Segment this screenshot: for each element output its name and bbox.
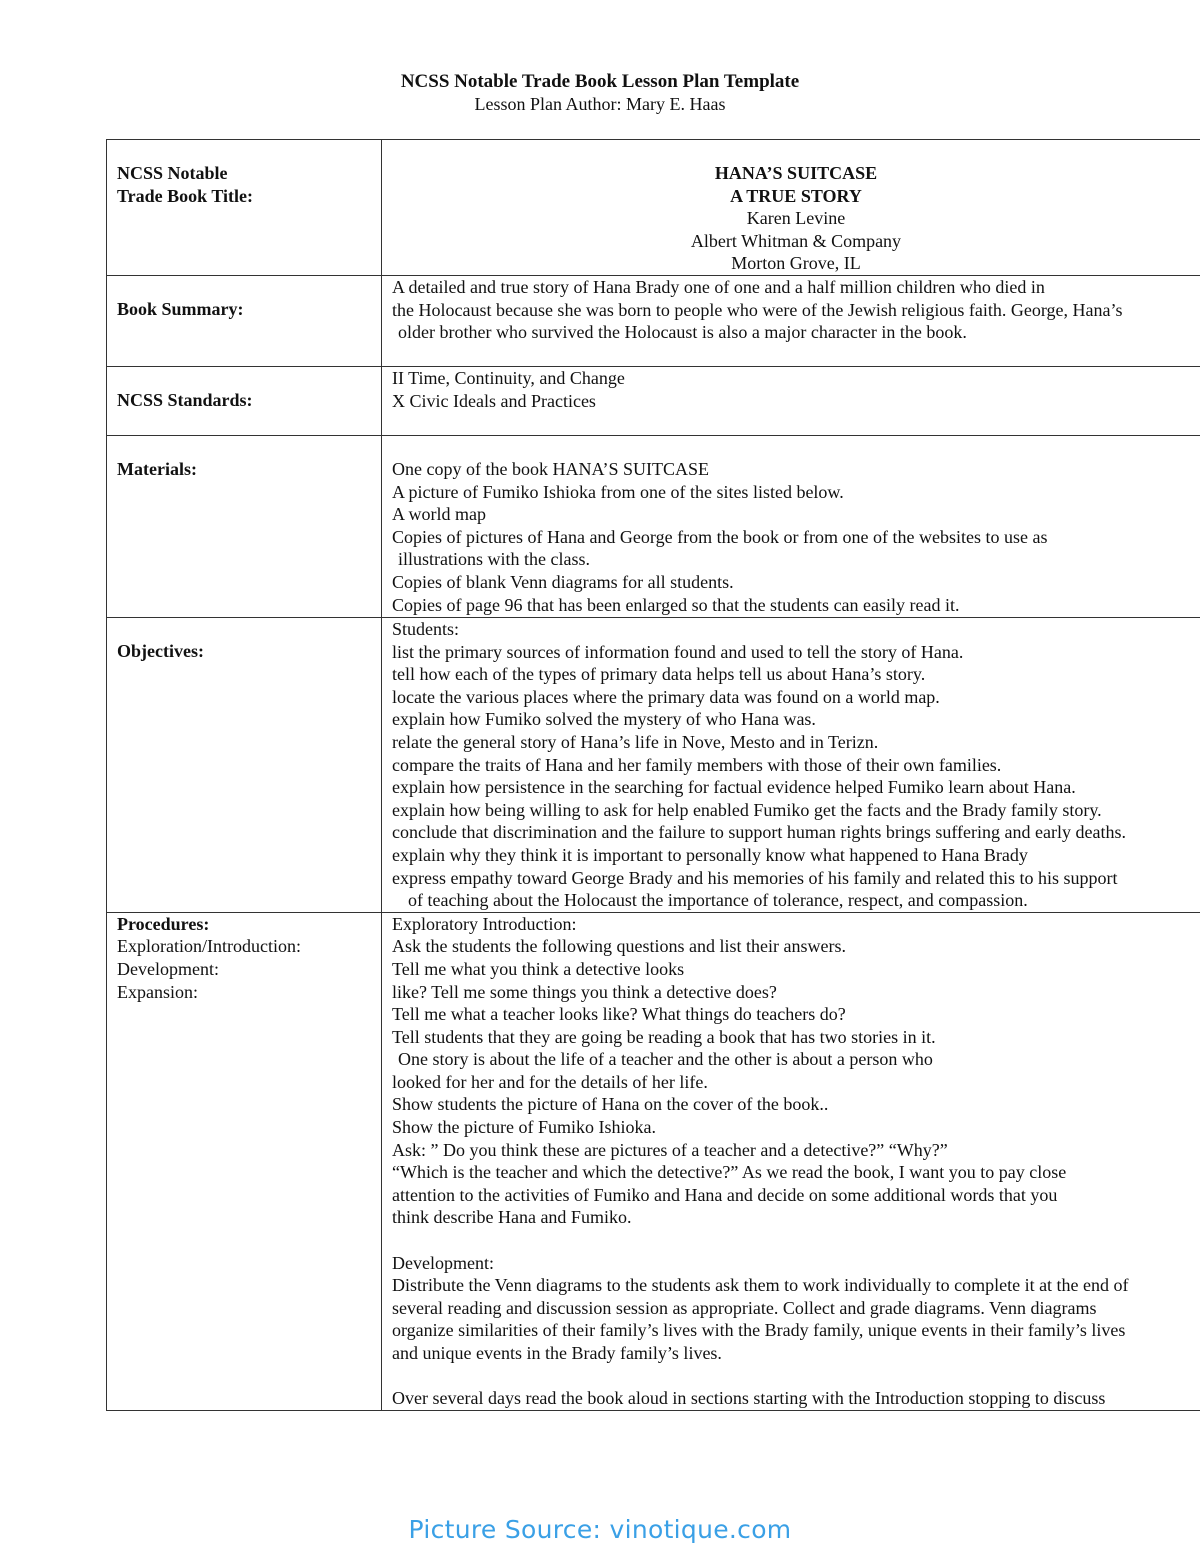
procedure-line: Show the picture of Fumiko Ishioka. <box>392 1117 656 1138</box>
summary-line: older brother who survived the Holocaust is also a major character in the book. <box>398 322 967 343</box>
book-title: HANA’S SUITCASE <box>714 163 878 183</box>
procedure-line: attention to the activities of Fumiko and Hana and decide on some additional words that you <box>392 1184 1058 1205</box>
label-expansion: Expansion: <box>117 981 198 1002</box>
objective-item: explain why they think it is important to personally know what happened to Hana Brady <box>392 844 1028 865</box>
objective-item: relate the general story of Hana’s life in Nove, Mesto and in Terizn. <box>392 731 879 752</box>
summary-line: A detailed and true story of Hana Brady one of one and a half million children who died in <box>392 277 1045 297</box>
procedure-line: Show students the picture of Hana on the cover of the book.. <box>392 1094 829 1115</box>
label-cell-title <box>107 140 382 276</box>
standard-item: II Time, Continuity, and Change <box>392 368 625 388</box>
label-procedures: Procedures: <box>117 913 210 934</box>
procedure-line: One story is about the life of a teacher and the other is about a person who <box>398 1049 933 1070</box>
objective-item: tell how each of the types of primary data helps tell us about Hana’s story. <box>392 664 926 685</box>
objective-item: Students: <box>392 619 460 639</box>
book-location: Morton Grove, IL <box>731 253 861 274</box>
content-cell-materials <box>382 436 1200 618</box>
row-procedures <box>107 912 1200 1410</box>
material-item: illustrations with the class. <box>398 549 590 570</box>
row-materials <box>107 436 1200 618</box>
procedure-line: Exploratory Introduction: <box>392 913 577 934</box>
book-subtitle: A TRUE STORY <box>730 185 862 206</box>
content-cell-standards <box>382 367 1200 436</box>
material-item: Copies of page 96 that has been enlarged so that the students can easily read it. <box>392 594 960 615</box>
procedure-line: looked for her and for the details of her life. <box>392 1071 708 1092</box>
objective-item: explain how persistence in the searching for factual evidence helped Fumiko learn about Hana. <box>392 777 1076 798</box>
procedure-line: Ask the students the following questions and list their answers. <box>392 936 846 957</box>
objective-item: conclude that discrimination and the failure to support human rights brings suffering and early deaths. <box>392 822 1126 843</box>
content-cell-objectives <box>382 618 1200 913</box>
picture-source-caption: Picture Source: vinotique.com <box>408 1515 792 1544</box>
procedure-line: “Which is the teacher and which the detective?” As we read the book, I want you to pay close <box>392 1162 1067 1183</box>
label-cell-objectives <box>107 618 382 913</box>
lesson-plan-table <box>106 139 1200 1411</box>
procedure-line: several reading and discussion session as appropriate. Collect and grade diagrams. Venn diagrams <box>392 1297 1097 1318</box>
paragraph-gap <box>392 1365 1200 1388</box>
label-ncss-standards: NCSS Standards: <box>117 390 253 410</box>
objective-item: of teaching about the Holocaust the importance of tolerance, respect, and compassion. <box>408 890 1028 911</box>
book-author: Karen Levine <box>746 208 846 229</box>
material-item: One copy of the book HANA’S SUITCASE <box>392 459 709 479</box>
procedure-line: like? Tell me some things you think a detective does? <box>392 981 777 1002</box>
procedure-line: Distribute the Venn diagrams to the students ask them to work individually to complete it at the end of <box>392 1275 1129 1296</box>
label-ncss-notable: NCSS Notable <box>117 163 228 183</box>
procedure-line: Over several days read the book aloud in sections starting with the Introduction stopping to discuss <box>392 1388 1106 1409</box>
procedure-line: organize similarities of their family’s lives with the Brady family, unique events in their family’s lives <box>392 1320 1126 1341</box>
material-item: Copies of pictures of Hana and George from the book or from one of the websites to use as <box>392 526 1048 547</box>
content-cell-title <box>382 140 1200 276</box>
book-publisher: Albert Whitman & Company <box>690 230 902 251</box>
label-cell-standards <box>107 367 382 436</box>
procedure-line: Ask: ” Do you think these are pictures of a teacher and a detective?” “Why?” <box>392 1139 948 1160</box>
document-header <box>0 70 1200 116</box>
paragraph-gap <box>392 1229 1200 1252</box>
objective-item: list the primary sources of information found and used to tell the story of Hana. <box>392 641 964 662</box>
procedure-line: Development: <box>392 1252 494 1273</box>
objective-item: express empathy toward George Brady and his memories of his family and related this to his support <box>392 867 1118 888</box>
content-cell-procedures <box>382 912 1200 1410</box>
label-cell-materials <box>107 436 382 618</box>
procedure-line: Tell students that they are going be reading a book that has two stories in it. <box>392 1026 936 1047</box>
material-item: A world map <box>392 504 486 525</box>
procedure-line: Tell me what you think a detective looks <box>392 958 685 979</box>
summary-line: the Holocaust because she was born to people who were of the Jewish religious faith. George, Hana’s <box>392 299 1123 320</box>
objective-item: compare the traits of Hana and her family members with those of their own families. <box>392 754 1002 775</box>
row-ncss-standards <box>107 367 1200 436</box>
objective-item: locate the various places where the primary data was found on a world map. <box>392 686 940 707</box>
document-author: Lesson Plan Author: Mary E. Haas <box>474 94 726 114</box>
label-book-summary: Book Summary: <box>117 299 244 319</box>
label-cell-procedures <box>107 912 382 1410</box>
standard-item: X Civic Ideals and Practices <box>392 390 596 411</box>
procedure-line: Tell me what a teacher looks like? What things do teachers do? <box>392 1004 846 1025</box>
label-cell-summary <box>107 276 382 367</box>
row-book-title <box>107 140 1200 276</box>
objective-item: explain how being willing to ask for help enabled Fumiko get the facts and the Brady family story. <box>392 799 1102 820</box>
material-item: Copies of blank Venn diagrams for all students. <box>392 571 734 592</box>
document-title: NCSS Notable Trade Book Lesson Plan Template <box>400 71 800 92</box>
procedure-line: and unique events in the Brady family’s lives. <box>392 1343 722 1363</box>
label-objectives: Objectives: <box>117 641 204 661</box>
row-book-summary <box>107 276 1200 367</box>
content-cell-summary <box>382 276 1200 367</box>
label-materials: Materials: <box>117 459 197 479</box>
row-objectives <box>107 618 1200 913</box>
objective-item: explain how Fumiko solved the mystery of who Hana was. <box>392 709 816 730</box>
label-development: Development: <box>117 958 219 979</box>
label-trade-book-title: Trade Book Title: <box>117 185 254 206</box>
procedure-line: think describe Hana and Fumiko. <box>392 1207 632 1228</box>
label-exploration-introduction: Exploration/Introduction: <box>117 936 301 957</box>
material-item: A picture of Fumiko Ishioka from one of the sites listed below. <box>392 481 844 502</box>
